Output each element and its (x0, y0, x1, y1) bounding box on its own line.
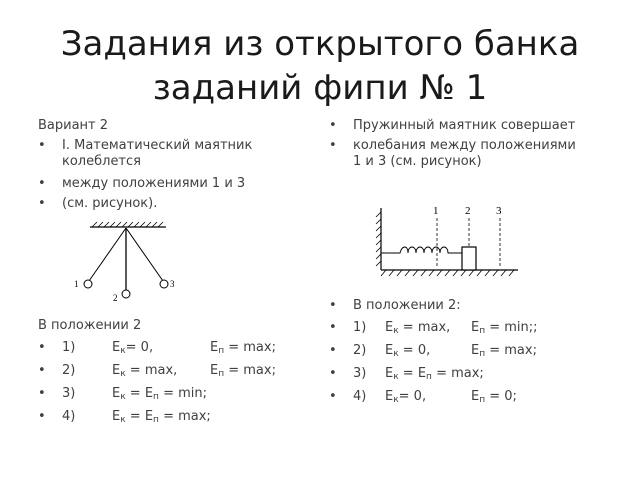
answer-option (329, 320, 538, 339)
question-label: В положении 2: (353, 298, 461, 313)
answer-number: 1) (353, 320, 367, 335)
bullet-icon: • (38, 409, 46, 424)
answer-option (329, 389, 517, 408)
bob-position-3 (160, 280, 168, 288)
ceiling-hatching (92, 222, 163, 227)
bullet-icon: • (38, 196, 46, 211)
answer-number: 1) (62, 340, 76, 355)
list-item-text: I. Математический маятник (62, 138, 253, 153)
answer-ek: $E_к = 0$, (385, 343, 431, 359)
answer-ep: $E_п = \max$; (210, 363, 276, 379)
spring-block (462, 247, 476, 270)
bullet-icon: • (38, 138, 46, 153)
answer-ek: $E_к = E_п = \max$; (385, 366, 484, 382)
list-item-text: колебания между положениями (353, 138, 576, 153)
label-position-3: 3 (496, 205, 502, 217)
list-item-text: между положениями 1 и 3 (62, 176, 246, 191)
answer-number: 4) (353, 389, 367, 404)
answer-ek: $E_к = \max$, (112, 363, 178, 379)
answer-option (38, 340, 276, 359)
list-item (329, 298, 461, 314)
list-item-text: (см. рисунок). (62, 196, 158, 211)
answer-ek: $E_к= 0$, (112, 340, 154, 356)
wall-hatching (376, 212, 381, 266)
answer-option (329, 343, 537, 362)
answer-number: 2) (353, 343, 367, 358)
list-item-text: колеблется (62, 154, 141, 169)
answer-number: 4) (62, 409, 76, 424)
answer-number: 2) (62, 363, 76, 378)
answer-ek: $E_к = E_п = \max$; (112, 409, 211, 425)
bullet-icon: • (329, 366, 337, 381)
spring-pendulum-figure (370, 198, 520, 290)
list-item (329, 118, 575, 134)
bullet-icon: • (329, 389, 337, 404)
answer-number: 3) (353, 366, 367, 381)
page-title (0, 22, 640, 110)
bullet-icon: • (38, 386, 46, 401)
bullet-icon: • (38, 363, 46, 378)
question-label: В положении 2 (38, 318, 142, 333)
spring-coil (381, 247, 462, 253)
answer-ep: $E_п = \min$;; (471, 320, 538, 336)
answer-option (38, 363, 276, 382)
bullet-icon: • (329, 320, 337, 335)
variant-label: Вариант 2 (38, 118, 109, 133)
bob-position-2 (122, 290, 130, 298)
answer-ek: $E_к = \max$, (385, 320, 451, 336)
list-item-text: Пружинный маятник совершает (353, 118, 576, 133)
thread-left (89, 228, 126, 281)
answer-number: 3) (62, 386, 76, 401)
list-item (38, 196, 157, 212)
bullet-icon: • (329, 138, 337, 153)
bullet-icon: • (329, 298, 337, 313)
title-line-1: Задания из открытого банка (60, 24, 580, 64)
answer-ep: $E_п = \max$; (210, 340, 276, 356)
label-position-2: 2 (113, 293, 118, 303)
list-item (329, 138, 576, 154)
list-item-continuation (38, 154, 141, 170)
answer-ep: $E_п = \max$; (471, 343, 537, 359)
answer-option (329, 366, 484, 385)
answer-ek: $E_к = E_п = \min$; (112, 386, 207, 402)
label-position-1: 1 (433, 205, 439, 217)
floor-hatching (381, 270, 514, 276)
list-item (38, 138, 308, 154)
label-position-2: 2 (465, 205, 471, 217)
title-line-2: заданий фипи № 1 (152, 68, 488, 108)
answer-option (38, 409, 211, 428)
answer-ek: $E_к= 0$, (385, 389, 427, 405)
pendulum-figure (70, 220, 190, 304)
label-position-1: 1 (74, 279, 79, 289)
label-position-3: 3 (170, 279, 175, 289)
bullet-icon: • (38, 176, 46, 191)
list-item-continuation (329, 154, 482, 170)
thread-right (126, 228, 163, 281)
bullet-icon: • (329, 343, 337, 358)
answer-ep: $E_п = 0$; (471, 389, 517, 405)
bullet-icon: • (38, 340, 46, 355)
list-item-text: 1 и 3 (см. рисунок) (353, 154, 482, 169)
bob-position-1 (84, 280, 92, 288)
list-item (38, 176, 245, 192)
answer-option (38, 386, 207, 405)
bullet-icon: • (329, 118, 337, 133)
